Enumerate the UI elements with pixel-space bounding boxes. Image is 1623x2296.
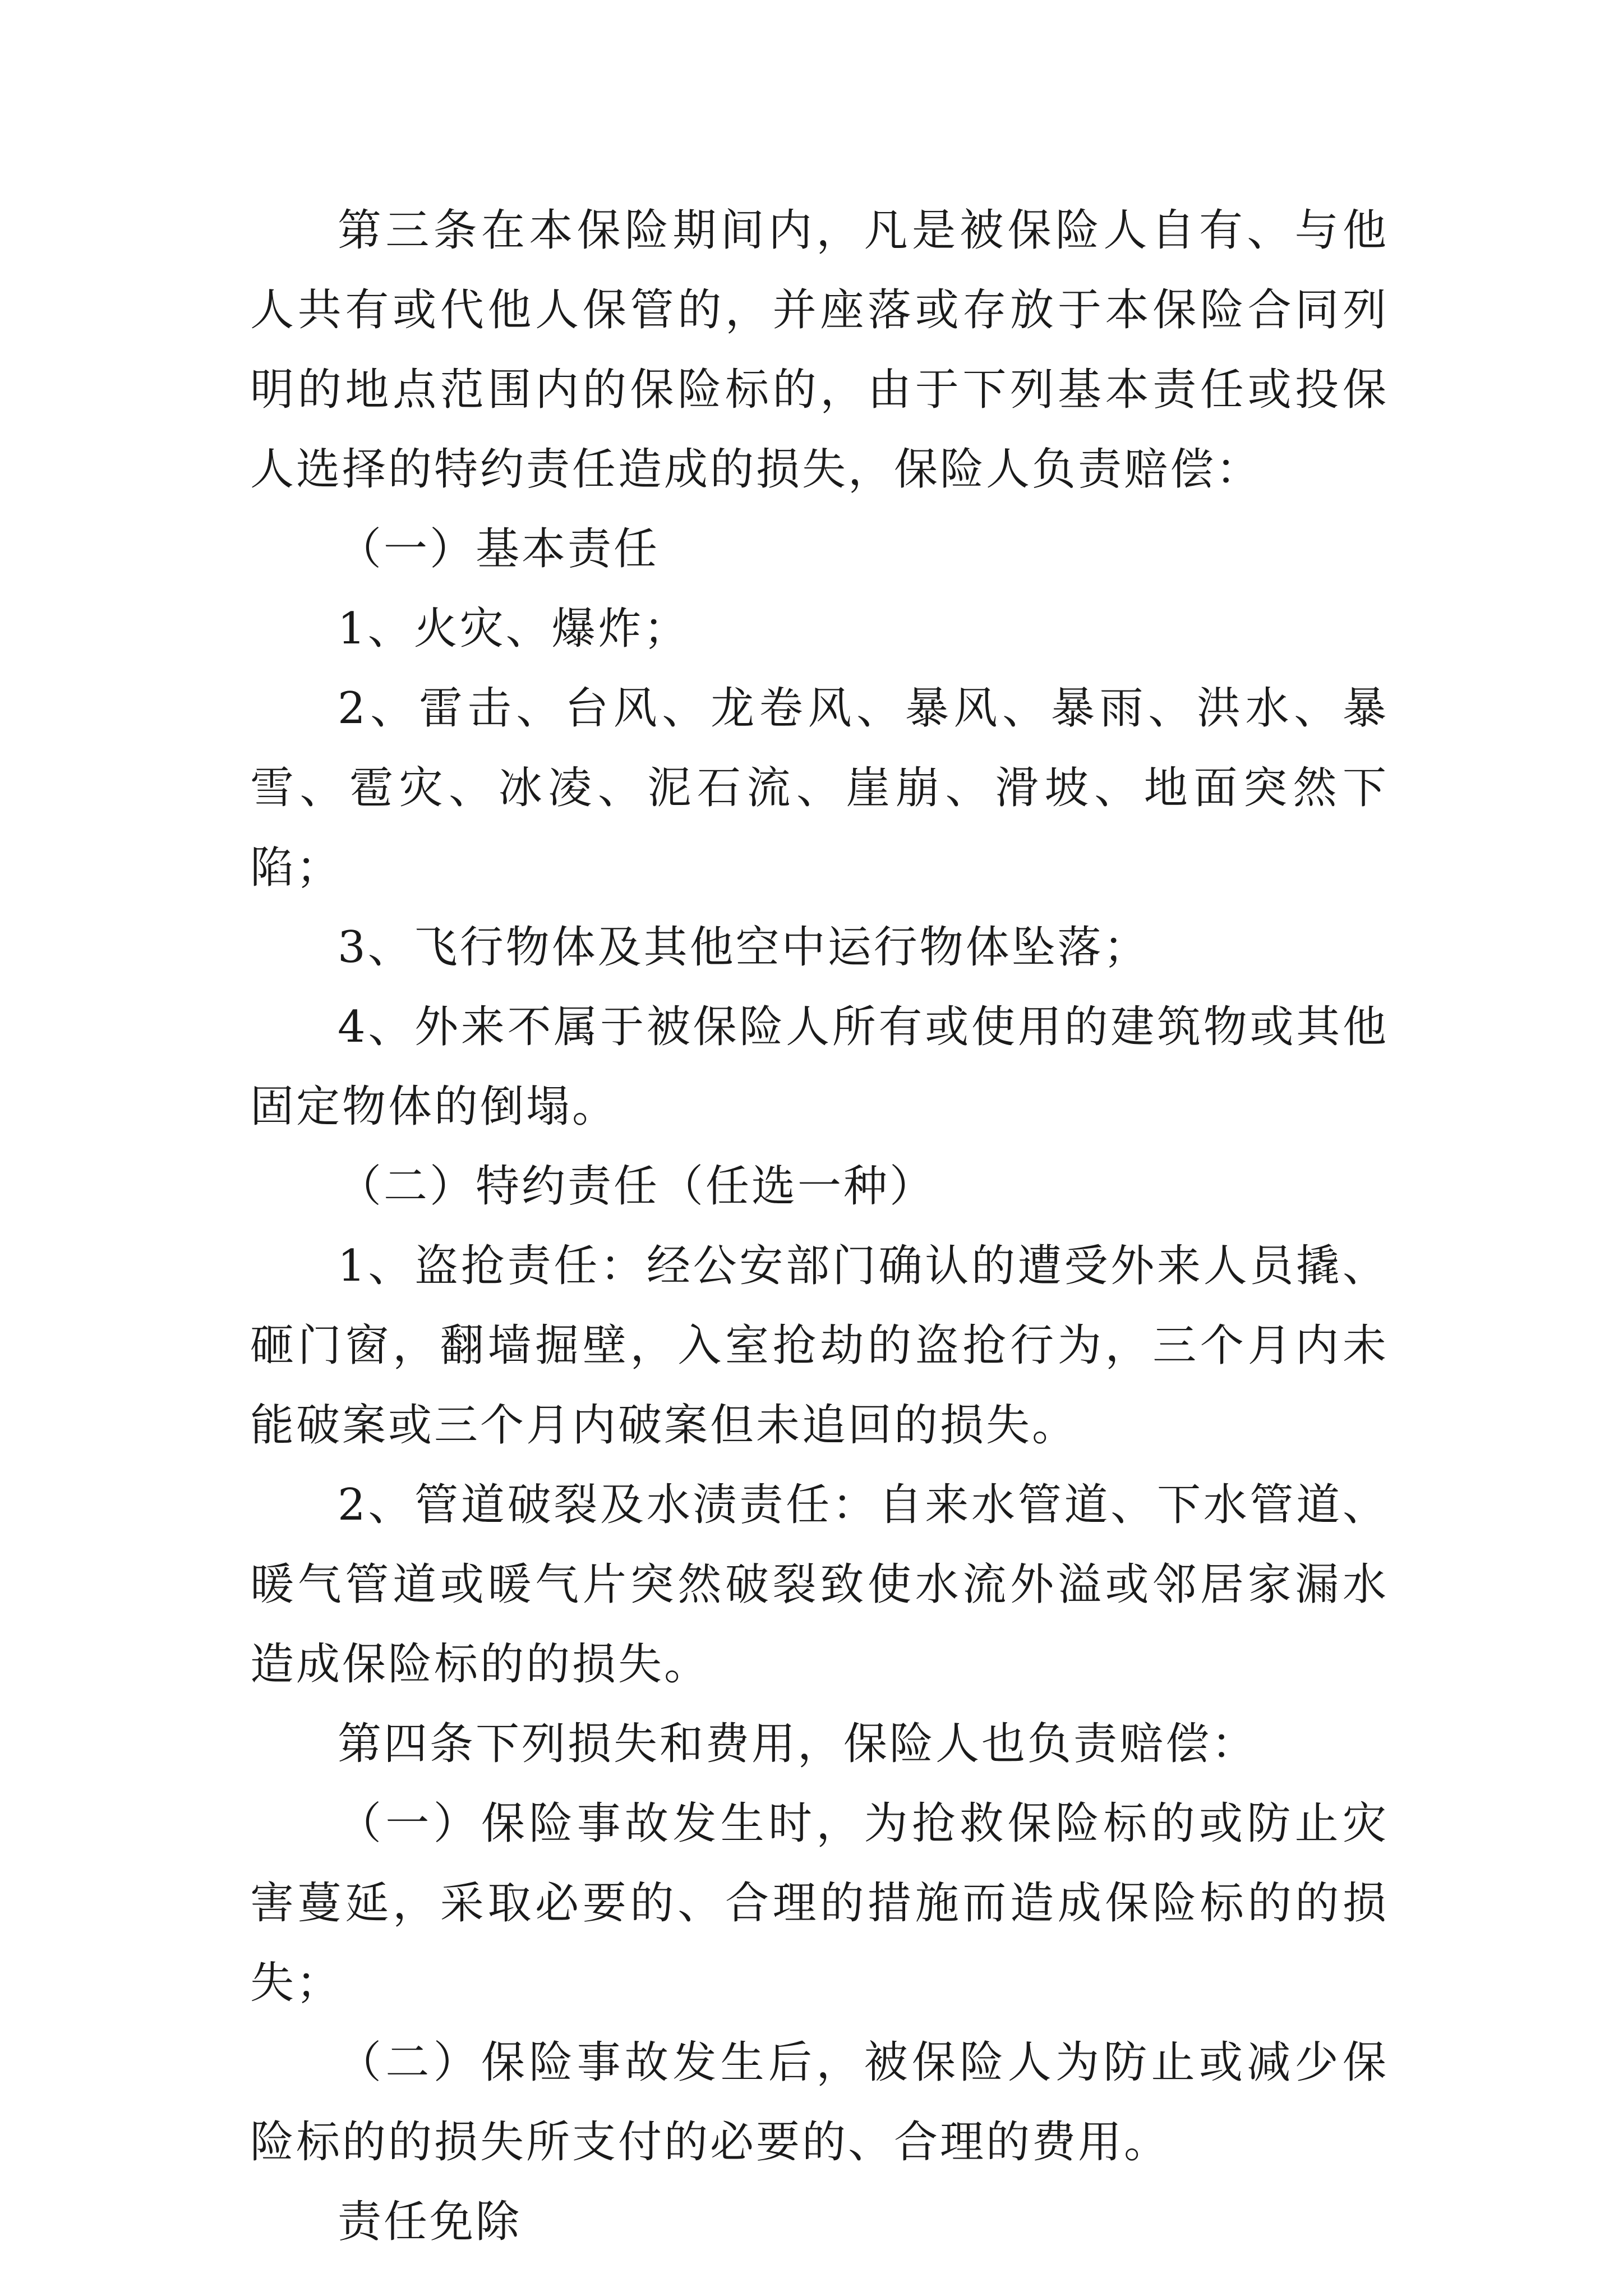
paragraph-item-pipe-burst: 2、管道破裂及水渍责任：自来水管道、下水管道、暖气管道或暖气片突然破裂致使水流外溢或邻居家漏水造成保险标的的损失。: [250, 1480, 1389, 1690]
paragraph-item-fire: 1、火灾、爆炸；: [338, 604, 690, 654]
paragraph-article-4: 第四条下列损失和费用，保险人也负责赔偿：: [338, 1719, 1258, 1769]
paragraph-basic-liability-heading: （一）基本责任: [338, 524, 660, 574]
paragraph-article-4-item-1: （一）保险事故发生时，为抢救保险标的或防止灾害蔓延，采取必要的、合理的措施而造成保险标的的损失；: [250, 1798, 1389, 2008]
paragraph-item-falling-objects: 3、飞行物体及其他空中运行物体坠落；: [338, 922, 1150, 973]
paragraph-item-theft: 1、盗抢责任：经公安部门确认的遭受外来人员撬、砸门窗，翻墙掘壁，入室抢劫的盗抢行为，三个月内未能破案或三个月内破案但未追回的损失。: [250, 1241, 1389, 1451]
paragraph-item-natural-disasters: 2、雷击、台风、龙卷风、暴风、暴雨、洪水、暴雪、雹灾、冰凌、泥石流、崖崩、滑坡、地面突然下陷；: [250, 683, 1389, 893]
document-body: [250, 191, 1389, 2262]
paragraph-item-collapse: 4、外来不属于被保险人所有或使用的建筑物或其他固定物体的倒塌。: [250, 1002, 1389, 1132]
paragraph-article-4-item-2: （二）保险事故发生后，被保险人为防止或减少保险标的的损失所支付的必要的、合理的费用。: [250, 2037, 1389, 2168]
paragraph-special-liability-heading: （二）特约责任（任选一种）: [338, 1161, 936, 1212]
paragraph-article-3: 第三条在本保险期间内，凡是被保险人自有、与他人共有或代他人保管的，并座落或存放于本保险合同列明的地点范围内的保险标的，由于下列基本责任或投保人选择的特约责任造成的损失，保险人负责赔偿：: [250, 205, 1389, 495]
section-heading-exclusions: 责任免除: [338, 2197, 522, 2247]
